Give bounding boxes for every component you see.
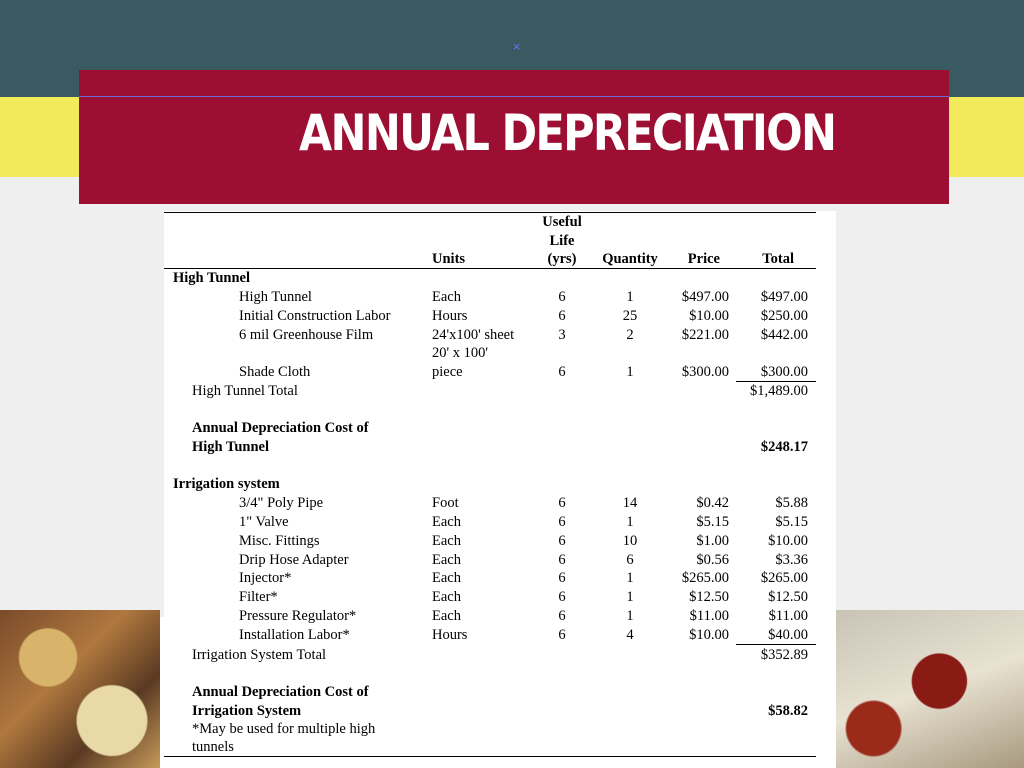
header-useful-life-line1: Useful — [542, 214, 582, 230]
item-total: $3.36 — [775, 552, 808, 568]
item-name: Pressure Regulator* — [239, 608, 357, 624]
item-qty: 2 — [626, 327, 634, 343]
item-price: $0.42 — [696, 495, 729, 511]
item-name: Installation Labor* — [239, 627, 350, 643]
item-total: $265.00 — [760, 570, 808, 586]
banner-divider-line — [79, 96, 949, 97]
item-total: $300.00 — [760, 364, 808, 380]
item-units: Hours — [432, 627, 468, 643]
high-tunnel-total-value: $1,489.00 — [750, 383, 808, 399]
item-name: Filter* — [239, 589, 278, 605]
jam-jars-photo-right — [836, 610, 1024, 768]
section-heading-high-tunnel: High Tunnel — [173, 270, 250, 286]
footnote-line1: *May be used for multiple high — [192, 721, 376, 737]
high-tunnel-annual-label-line1: Annual Depreciation Cost of — [192, 420, 369, 436]
item-qty: 1 — [626, 289, 634, 305]
item-life: 6 — [558, 533, 566, 549]
item-name: 1" Valve — [239, 514, 289, 530]
header-price: Price — [687, 251, 720, 267]
item-total: $12.50 — [768, 589, 808, 605]
item-life: 6 — [558, 514, 566, 530]
item-price: $221.00 — [681, 327, 729, 343]
irrigation-total-value: $352.89 — [760, 647, 808, 663]
item-price: $10.00 — [689, 308, 729, 324]
irrigation-total-label: Irrigation System Total — [192, 647, 327, 663]
header-useful-life-line3: (yrs) — [547, 251, 577, 267]
item-price: $12.50 — [689, 589, 729, 605]
item-units: Hours — [432, 308, 468, 324]
item-name: Injector* — [239, 570, 292, 586]
irrigation-annual-label-line1: Annual Depreciation Cost of — [192, 684, 369, 700]
item-total: $40.00 — [768, 627, 808, 643]
item-qty: 1 — [626, 589, 634, 605]
item-price: $11.00 — [689, 608, 729, 624]
item-name: 3/4" Poly Pipe — [239, 495, 324, 511]
footnote-line2: tunnels — [192, 739, 234, 755]
item-life: 6 — [558, 608, 566, 624]
item-qty: 10 — [622, 533, 638, 549]
item-life: 6 — [558, 289, 566, 305]
item-qty: 14 — [622, 495, 638, 511]
item-qty: 4 — [626, 627, 634, 643]
item-life: 3 — [558, 327, 566, 343]
page-title: ANNUAL DEPRECIATION — [299, 104, 836, 162]
item-total: $497.00 — [760, 289, 808, 305]
item-units: Each — [432, 608, 461, 624]
item-life: 6 — [558, 364, 566, 380]
item-price: $0.56 — [696, 552, 729, 568]
item-life: 6 — [558, 589, 566, 605]
header-total: Total — [762, 251, 794, 267]
irrigation-annual-value: $58.82 — [768, 703, 808, 719]
item-life: 6 — [558, 552, 566, 568]
item-units: 24'x100' sheet — [432, 327, 515, 343]
close-icon[interactable]: × — [512, 40, 522, 53]
item-units: Each — [432, 289, 461, 305]
item-total: $10.00 — [768, 533, 808, 549]
depreciation-table — [164, 211, 836, 768]
item-units: Each — [432, 570, 461, 586]
high-tunnel-annual-label-line2: High Tunnel — [192, 439, 269, 455]
item-price: $10.00 — [689, 627, 729, 643]
item-qty: 1 — [626, 364, 634, 380]
item-units: Foot — [432, 495, 459, 511]
item-name: 6 mil Greenhouse Film — [239, 327, 374, 343]
item-price: $300.00 — [681, 364, 729, 380]
item-name: High Tunnel — [239, 289, 312, 305]
item-qty: 1 — [626, 570, 634, 586]
item-life: 6 — [558, 495, 566, 511]
irrigation-annual-label-line2: Irrigation System — [192, 703, 302, 719]
header-units: Units — [432, 251, 466, 267]
item-name: Initial Construction Labor — [239, 308, 391, 324]
item-total: $442.00 — [760, 327, 808, 343]
item-units: piece — [432, 364, 463, 380]
item-qty: 1 — [626, 514, 634, 530]
item-qty: 25 — [622, 308, 638, 324]
item-units: Each — [432, 533, 461, 549]
item-units: Each — [432, 589, 461, 605]
item-price: $5.15 — [696, 514, 729, 530]
food-photo-left — [0, 610, 160, 768]
item-units: Each — [432, 552, 461, 568]
item-qty: 6 — [626, 552, 634, 568]
item-life: 6 — [558, 570, 566, 586]
high-tunnel-annual-value: $248.17 — [760, 439, 808, 455]
item-total: $250.00 — [760, 308, 808, 324]
item-price: $497.00 — [681, 289, 729, 305]
header-useful-life-line2: Life — [549, 233, 575, 249]
item-total: $5.88 — [775, 495, 808, 511]
item-life: 6 — [558, 308, 566, 324]
item-units: Each — [432, 514, 461, 530]
item-life: 6 — [558, 627, 566, 643]
item-qty: 1 — [626, 608, 634, 624]
item-total: $11.00 — [768, 608, 808, 624]
item-name: Misc. Fittings — [239, 533, 320, 549]
item-total: $5.15 — [775, 514, 808, 530]
item-name: Shade Cloth — [239, 364, 311, 380]
table-bottom-rule — [164, 756, 816, 757]
high-tunnel-total-label: High Tunnel Total — [192, 383, 298, 399]
header-quantity: Quantity — [602, 251, 658, 267]
table-top-rule — [164, 212, 816, 213]
item-price: $265.00 — [681, 570, 729, 586]
item-price: $1.00 — [696, 533, 729, 549]
item-name: Drip Hose Adapter — [239, 552, 349, 568]
item-units-line1: 20' x 100' — [432, 345, 488, 361]
section-heading-irrigation: Irrigation system — [173, 476, 280, 492]
